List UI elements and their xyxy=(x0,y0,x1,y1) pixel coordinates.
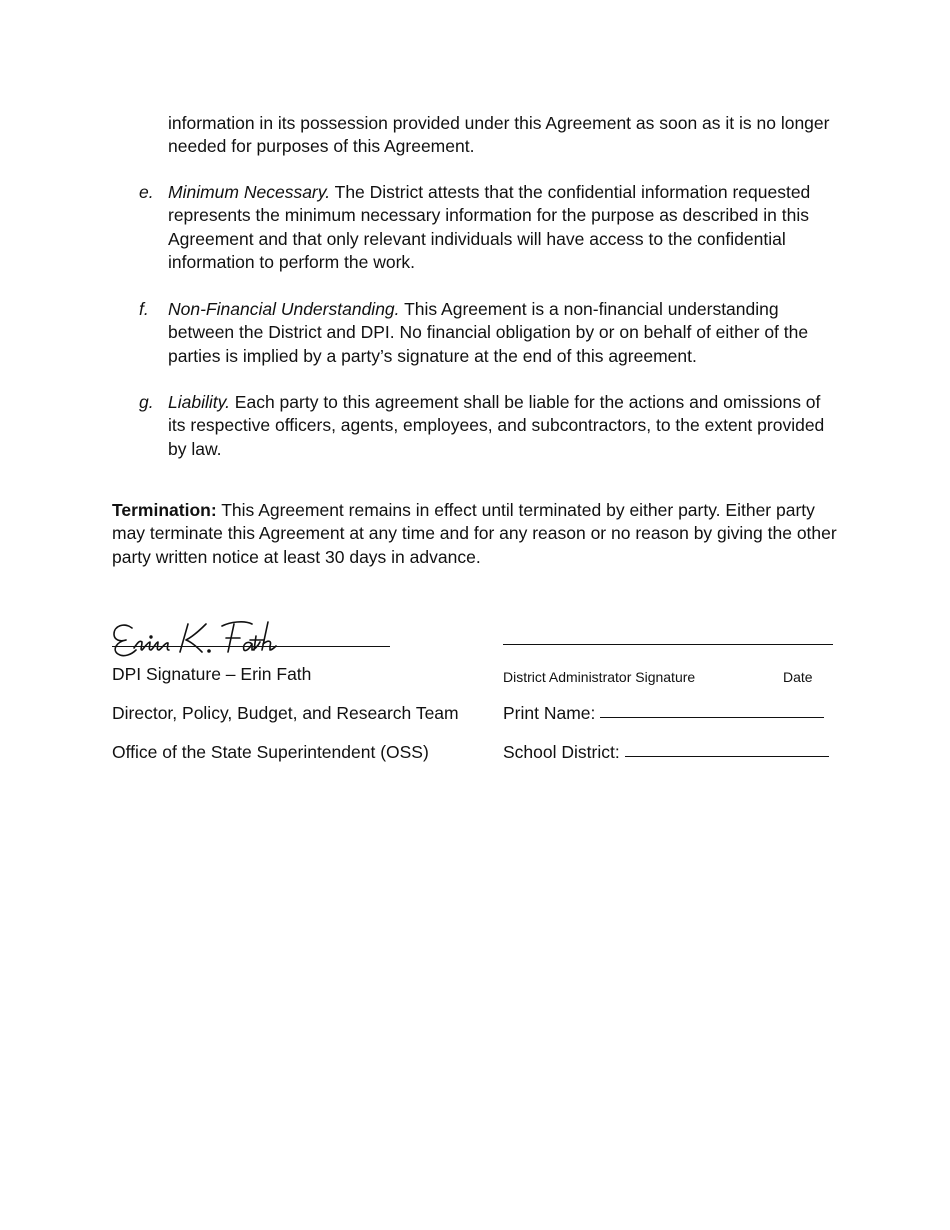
continuation-paragraph: information in its possession provided under this Agreement as soon as it is no longer needed for purposes of this Agreement. xyxy=(168,113,830,157)
print-name-label: Print Name: xyxy=(503,703,596,723)
dpi-title: Director, Policy, Budget, and Research Team xyxy=(112,703,459,723)
dpi-signature-line xyxy=(112,646,390,647)
dpi-office: Office of the State Superintendent (OSS) xyxy=(112,742,429,762)
print-name-line[interactable] xyxy=(600,717,824,718)
school-district-label: School District: xyxy=(503,742,620,762)
clause-marker: g. xyxy=(139,392,154,412)
dpi-signature-label: DPI Signature – Erin Fath xyxy=(112,664,312,684)
clause-text: The District attests that the confidential information requested represents the minimum necessary information for the purpose as described in this Agreement and that only relevant individuals will have access to the confidential information to perform the work. xyxy=(168,182,811,273)
clause-f xyxy=(139,298,838,368)
termination-text: This Agreement remains in effect until terminated by either party. Either party may terminate this Agreement at any time and for any reason or no reason by giving the other party written notice at least 30 days in advance. xyxy=(112,500,837,567)
clause-marker: f. xyxy=(139,299,149,319)
school-district-field xyxy=(503,741,829,763)
clause-marker: e. xyxy=(139,182,154,202)
district-signature-label: District Administrator Signature xyxy=(503,669,696,685)
clause-title: Liability. xyxy=(168,392,230,412)
termination-heading: Termination: xyxy=(112,500,217,520)
clause-text: Each party to this agreement shall be liable for the actions and omissions of its respective officers, agents, employees, and subcontractors, to the extent provided by law. xyxy=(168,392,825,459)
clause-title: Minimum Necessary. xyxy=(168,182,331,202)
clause-title: Non-Financial Understanding. xyxy=(168,299,400,319)
termination-paragraph xyxy=(112,499,840,569)
clause-text: This Agreement is a non-financial understanding between the District and DPI. No financial obligation by or on behalf of either of the parties is implied by a party’s signature at the end of this agreement. xyxy=(168,299,809,366)
clause-g xyxy=(139,391,838,461)
school-district-line[interactable] xyxy=(625,756,829,757)
print-name-field xyxy=(503,702,824,724)
district-signature-line[interactable] xyxy=(503,644,833,645)
dpi-handwritten-signature xyxy=(110,612,310,658)
clause-e xyxy=(139,181,838,275)
date-label: Date xyxy=(783,669,813,685)
